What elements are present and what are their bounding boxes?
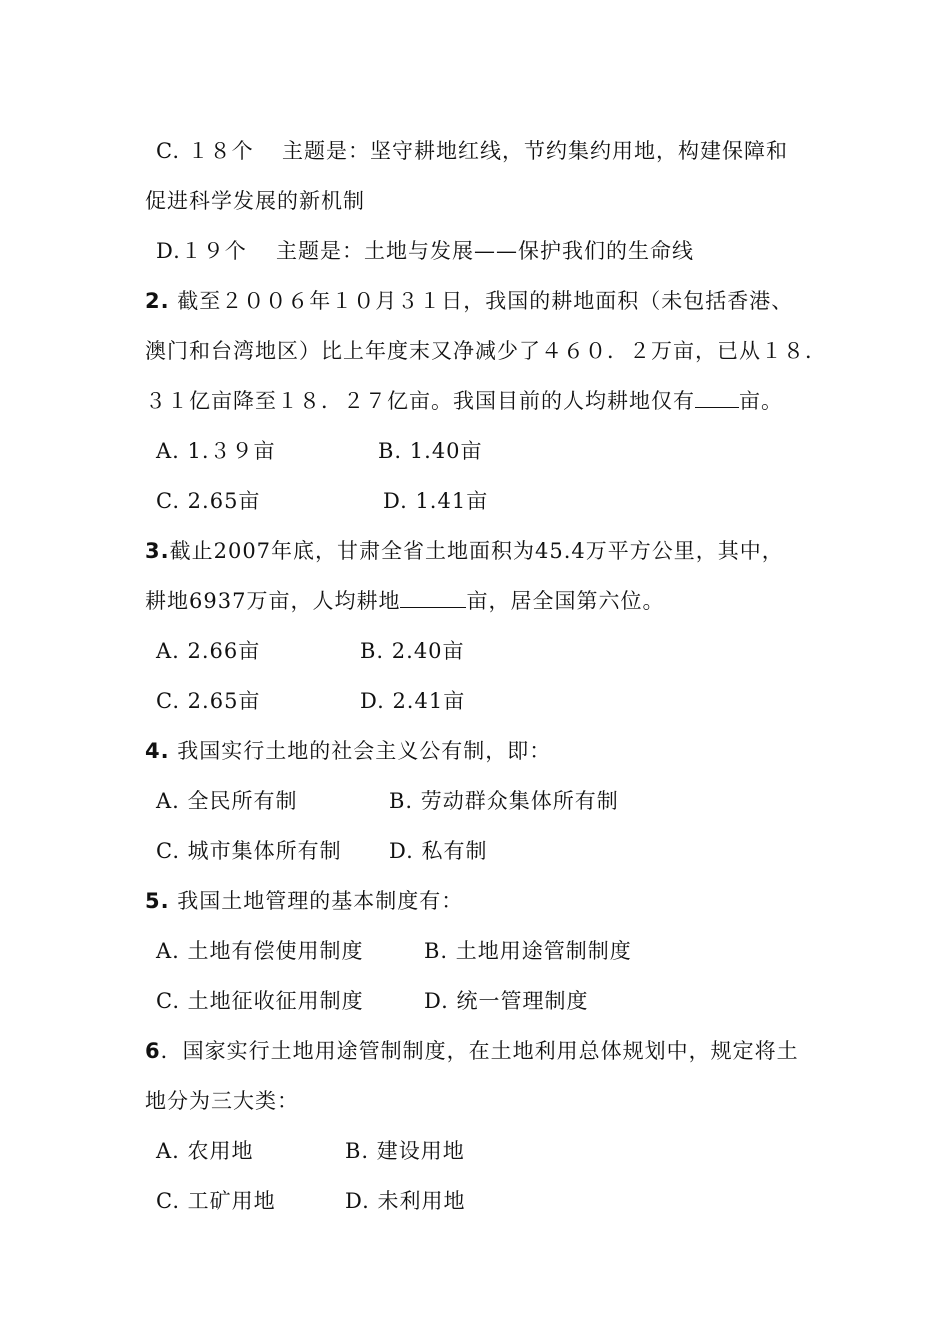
segment-text: C. 2.65亩 bbox=[156, 689, 261, 713]
text-line bbox=[0, 187, 950, 215]
segment-text: 主题是：坚守耕地红线，节约集约用地，构建保障和 bbox=[282, 139, 788, 163]
segment-text: B. 2.40亩 bbox=[360, 639, 465, 663]
segment-text: D. 2.41亩 bbox=[360, 689, 466, 713]
fill-in-blank bbox=[695, 387, 739, 408]
segment-text: 截止2007年底，甘肃全省土地面积为45.4万平方公里，其中， bbox=[169, 539, 784, 563]
segment-text: 澳门和台湾地区）比上年度末又净减少了４６０．２万亩，已从１８． bbox=[145, 339, 827, 363]
text-segment bbox=[156, 137, 254, 165]
text-segment bbox=[156, 1137, 254, 1165]
text-segment bbox=[345, 1137, 465, 1165]
text-segment bbox=[360, 637, 465, 665]
segment-text: 我国土地管理的基本制度有： bbox=[169, 889, 464, 913]
text-segment bbox=[145, 187, 365, 215]
question-number: 3. bbox=[145, 539, 170, 563]
text-segment bbox=[145, 1037, 799, 1065]
text-segment bbox=[145, 737, 551, 765]
fill-in-blank bbox=[400, 587, 466, 608]
text-segment bbox=[156, 1187, 276, 1215]
text-line bbox=[0, 137, 950, 165]
segment-text: A. 农用地 bbox=[156, 1139, 254, 1163]
segment-text: C. 土地征收征用制度 bbox=[156, 989, 364, 1013]
segment-text: A. 1.３９亩 bbox=[156, 439, 276, 463]
segment-text: 我国实行土地的社会主义公有制，即： bbox=[169, 739, 552, 763]
text-line bbox=[0, 837, 950, 865]
text-line bbox=[0, 237, 950, 265]
segment-text: B. 建设用地 bbox=[345, 1139, 465, 1163]
question-number: 5. bbox=[145, 889, 170, 913]
text-line bbox=[0, 637, 950, 665]
segment-text: A. 2.66亩 bbox=[156, 639, 261, 663]
text-segment bbox=[156, 937, 364, 965]
text-line bbox=[0, 1037, 950, 1065]
question-number: 2. bbox=[145, 289, 170, 313]
text-line bbox=[0, 887, 950, 915]
segment-text: C. 工矿用地 bbox=[156, 1189, 276, 1213]
text-line bbox=[0, 587, 950, 615]
segment-text: A. 全民所有制 bbox=[156, 789, 298, 813]
text-segment bbox=[145, 387, 783, 415]
text-segment bbox=[282, 137, 788, 165]
segment-text: D.１９个 bbox=[156, 239, 247, 263]
segment-text: C. 城市集体所有制 bbox=[156, 839, 342, 863]
text-line bbox=[0, 287, 950, 315]
text-line bbox=[0, 1187, 950, 1215]
segment-text: ３１亿亩降至１８．２７亿亩。我国目前的人均耕地仅有 bbox=[145, 389, 695, 413]
text-segment bbox=[156, 437, 276, 465]
text-segment bbox=[145, 887, 463, 915]
text-line bbox=[0, 987, 950, 1015]
text-segment bbox=[145, 537, 784, 565]
segment-text: 耕地6937万亩，人均耕地 bbox=[145, 589, 401, 613]
segment-text: 亩，居全国第六位。 bbox=[466, 589, 665, 613]
segment-text: D. 未利用地 bbox=[345, 1189, 466, 1213]
text-segment bbox=[145, 287, 793, 315]
segment-text: B. 劳动群众集体所有制 bbox=[389, 789, 619, 813]
text-line bbox=[0, 737, 950, 765]
segment-text: D. 统一管理制度 bbox=[424, 989, 589, 1013]
text-segment bbox=[145, 587, 664, 615]
text-segment bbox=[145, 1087, 299, 1115]
text-segment bbox=[156, 687, 260, 715]
text-segment bbox=[156, 487, 260, 515]
text-segment bbox=[424, 937, 632, 965]
segment-text: 主题是：土地与发展——保护我们的生命线 bbox=[276, 239, 694, 263]
text-segment bbox=[345, 1187, 465, 1215]
text-line bbox=[0, 787, 950, 815]
text-segment bbox=[156, 237, 247, 265]
text-line bbox=[0, 1087, 950, 1115]
segment-text: 亩。 bbox=[739, 389, 783, 413]
segment-text: C. １８个 bbox=[156, 139, 254, 163]
text-line bbox=[0, 337, 950, 365]
text-segment bbox=[156, 987, 364, 1015]
segment-text: B. 土地用途管制制度 bbox=[424, 939, 632, 963]
text-segment bbox=[156, 637, 260, 665]
segment-text: D. 私有制 bbox=[389, 839, 488, 863]
segment-text: 截至２００６年１０月３１日，我国的耕地面积（未包括香港、 bbox=[169, 289, 794, 313]
text-segment bbox=[276, 237, 694, 265]
question-number: 6 bbox=[145, 1039, 161, 1063]
text-line bbox=[0, 937, 950, 965]
text-segment bbox=[156, 787, 298, 815]
text-line bbox=[0, 437, 950, 465]
text-segment bbox=[145, 337, 827, 365]
text-line bbox=[0, 537, 950, 565]
segment-text: C. 2.65亩 bbox=[156, 489, 261, 513]
segment-text: 地分为三大类： bbox=[145, 1089, 299, 1113]
segment-text: A. 土地有偿使用制度 bbox=[156, 939, 364, 963]
text-line bbox=[0, 687, 950, 715]
text-segment bbox=[383, 487, 488, 515]
text-line bbox=[0, 387, 950, 415]
text-segment bbox=[389, 837, 487, 865]
segment-text: 促进科学发展的新机制 bbox=[145, 189, 365, 213]
question-number: 4. bbox=[145, 739, 170, 763]
text-segment bbox=[360, 687, 465, 715]
text-segment bbox=[156, 837, 342, 865]
segment-text: B. 1.40亩 bbox=[378, 439, 483, 463]
segment-text: D. 1.41亩 bbox=[383, 489, 489, 513]
text-line bbox=[0, 1137, 950, 1165]
text-segment bbox=[424, 987, 588, 1015]
text-line bbox=[0, 487, 950, 515]
segment-text: ．国家实行土地用途管制制度，在土地利用总体规划中，规定将土 bbox=[160, 1039, 799, 1063]
text-segment bbox=[378, 437, 483, 465]
text-segment bbox=[389, 787, 619, 815]
